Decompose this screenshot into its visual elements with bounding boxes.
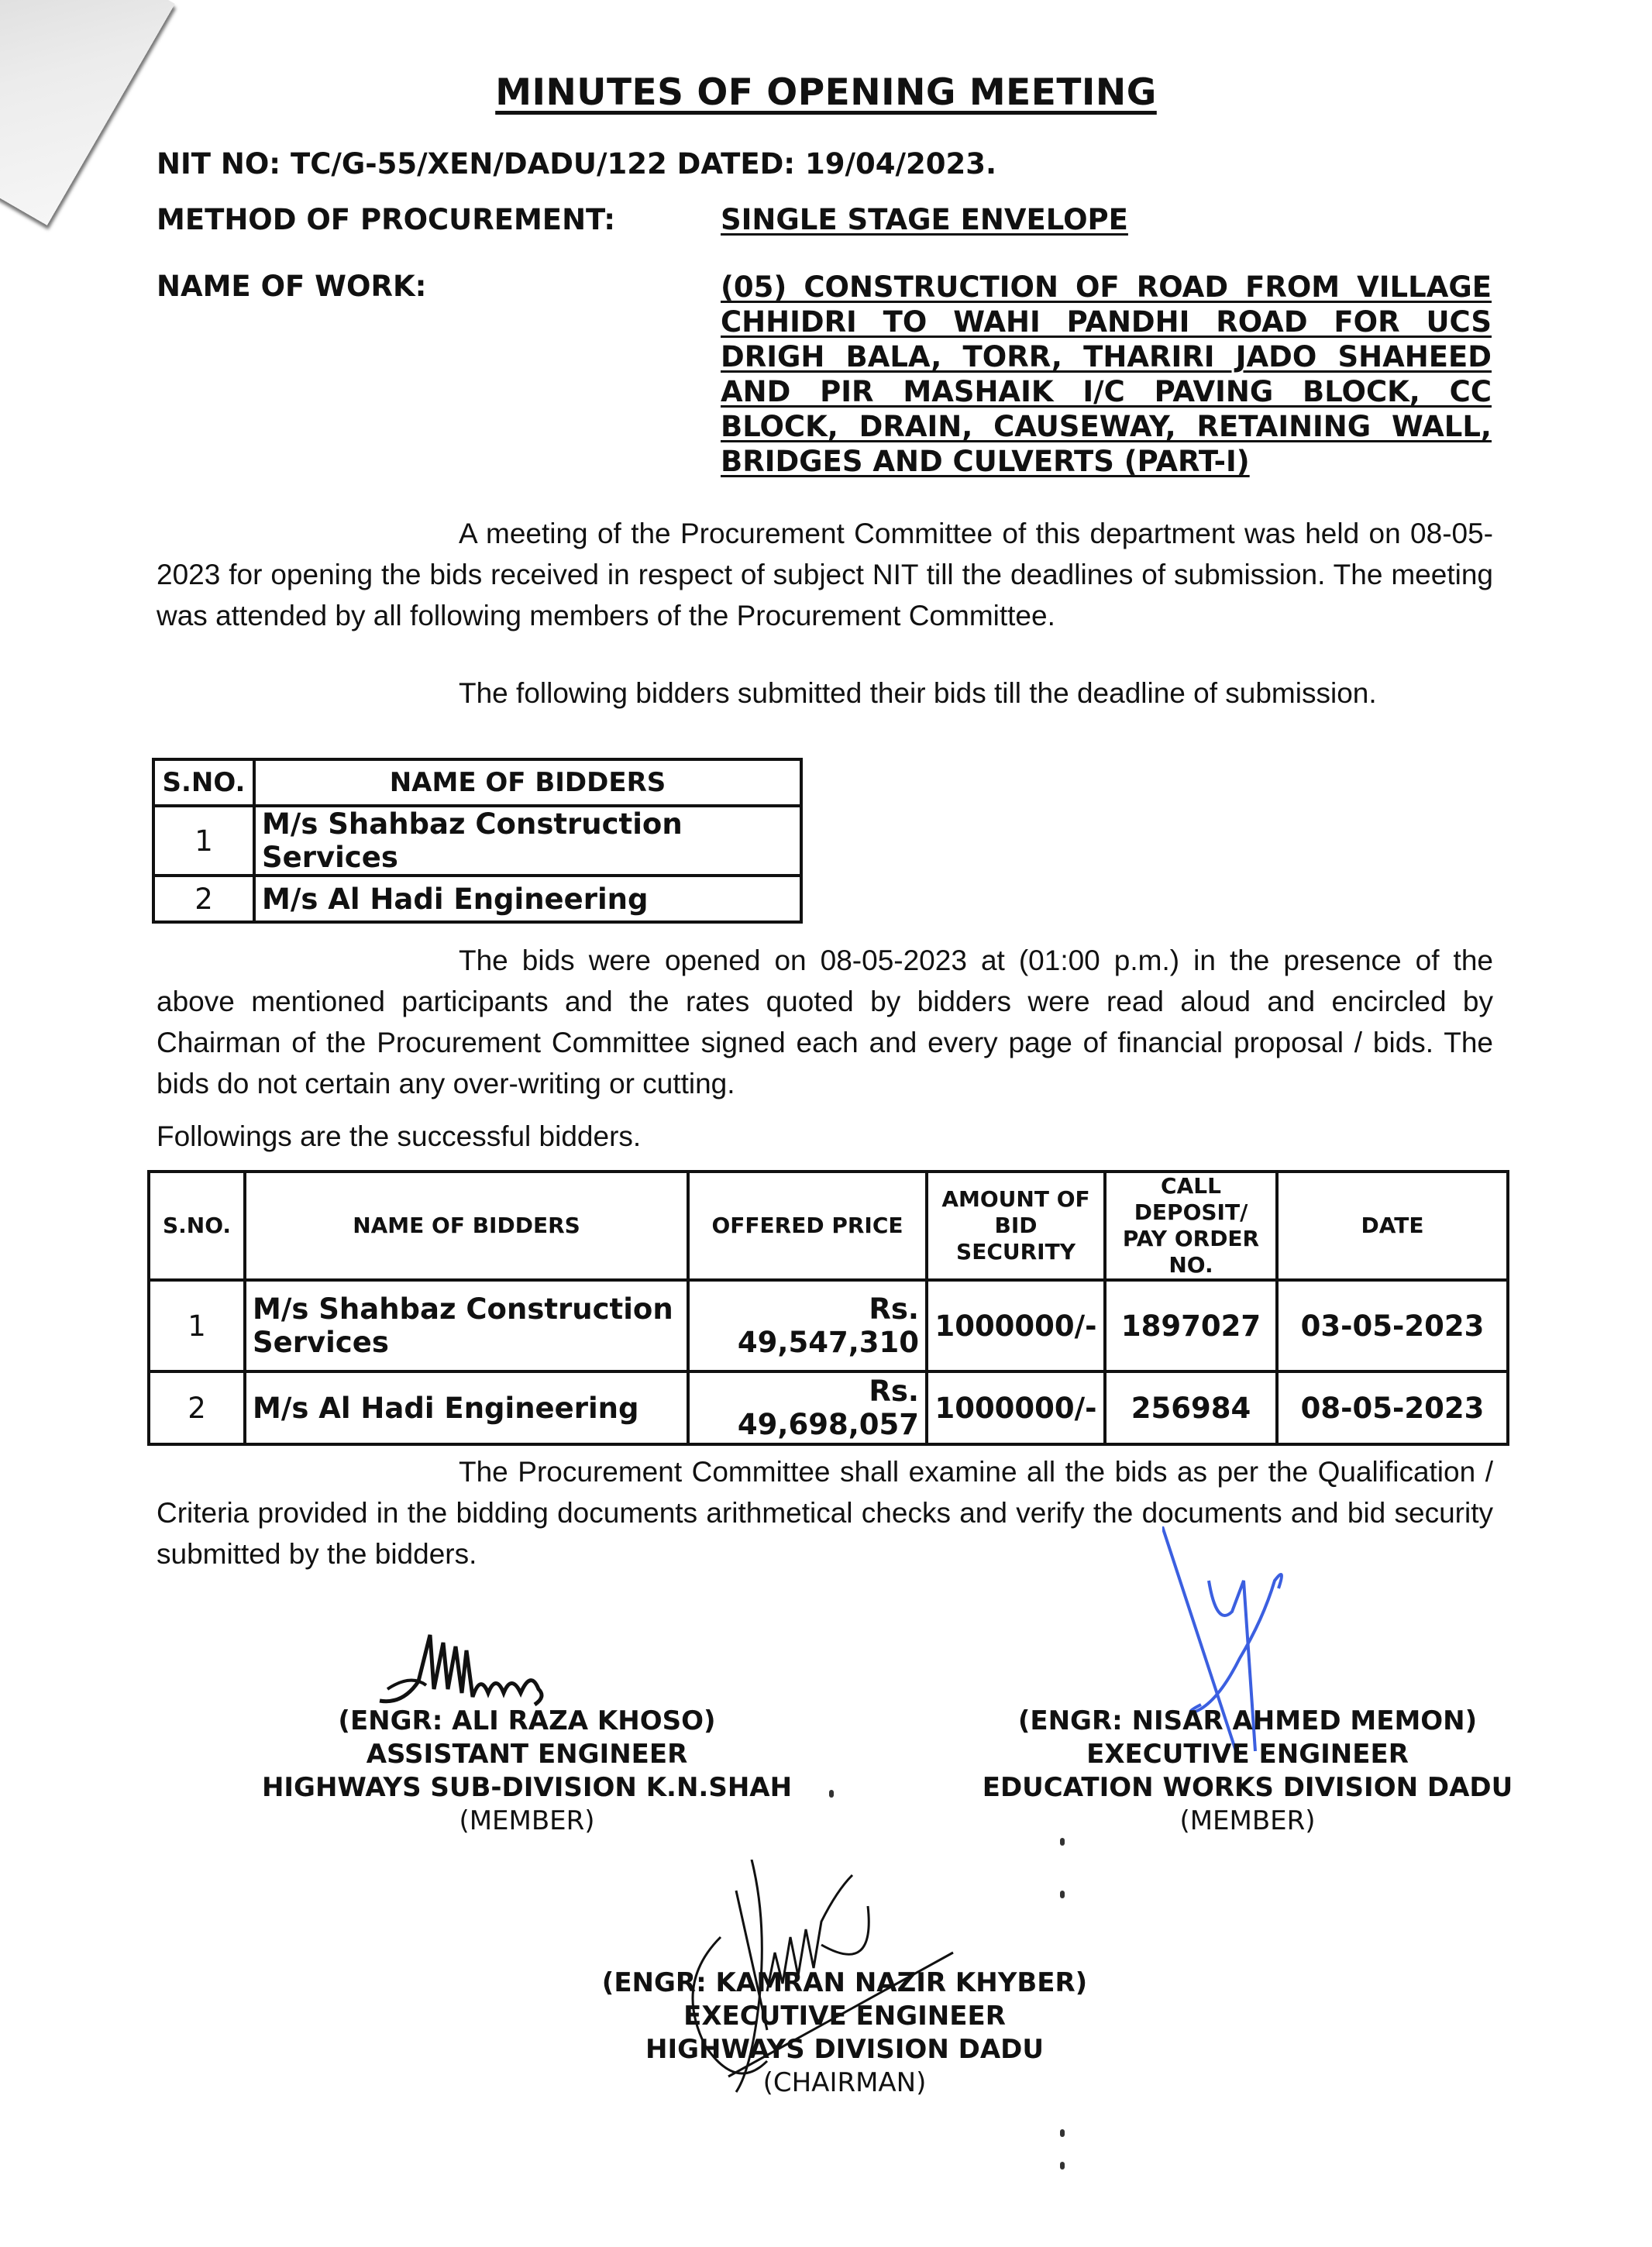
signatory-designation: EXECUTIVE ENGINEER (683, 2001, 1006, 2032)
signatory-name: (ENGR: ALI RAZA KHOSO) (338, 1705, 716, 1736)
signatory-office: HIGHWAYS DIVISION DADU (645, 2034, 1044, 2065)
paragraph-successful-intro: Followings are the successful bidders. (157, 1120, 642, 1152)
signatory-name: (ENGR: KAMRAN NAZIR KHYBER) (601, 1967, 1088, 1998)
header-name: NAME OF BIDDERS (254, 759, 801, 806)
cell-name: M/s Shahbaz Construction Services (254, 806, 801, 876)
signatory-designation: EXECUTIVE ENGINEER (1086, 1739, 1409, 1770)
cell-pay-order: 256984 (1105, 1371, 1277, 1444)
table-header-row (153, 759, 801, 806)
paragraph-meeting: A meeting of the Procurement Committee of this department was held on 08-05-2023 for opening the bids received in respect of subject NIT till the deadlines of submission. The meeting was attended by all following members of the Procurement Committee. (157, 518, 1493, 631)
cell-bid-security: 1000000/- (927, 1280, 1105, 1371)
signatory-role: (MEMBER) (459, 1805, 595, 1836)
cell-sno: 1 (149, 1280, 245, 1371)
nit-line: NIT NO: TC/G-55/XEN/DADU/122 DATED: 19/04/2023. (157, 147, 997, 181)
speck (829, 1790, 834, 1798)
cell-date: 03-05-2023 (1277, 1280, 1508, 1371)
speck (1060, 1891, 1065, 1898)
header-pay-order: CALL DEPOSIT/ PAY ORDER NO. (1105, 1172, 1277, 1280)
work-label: NAME OF WORK: (157, 270, 427, 303)
speck (1060, 1838, 1065, 1846)
paragraph-bidders-intro: The following bidders submitted their bids till the deadline of submission. (459, 677, 1377, 709)
table-row (149, 1280, 1508, 1371)
method-label: METHOD OF PROCUREMENT: (157, 203, 616, 236)
cell-name: M/s Al Hadi Engineering (245, 1371, 688, 1444)
cell-pay-order: 1897027 (1105, 1280, 1277, 1371)
method-value: SINGLE STAGE ENVELOPE (721, 203, 1128, 236)
cell-sno: 2 (149, 1371, 245, 1444)
signatory-block-2 (969, 1705, 1526, 1838)
table-row (153, 806, 801, 876)
header-sno: S.NO. (153, 759, 254, 806)
cell-bid-security: 1000000/- (927, 1371, 1105, 1444)
paragraph-examination: The Procurement Committee shall examine all the bids as per the Qualification / Criteria provided in the bidding documents arithmetical checks and verify the documents and bid security submitted by the bidders. (157, 1456, 1493, 1570)
document-title: MINUTES OF OPENING MEETING (495, 71, 1157, 114)
table-row (149, 1371, 1508, 1444)
cell-offered-price: Rs. 49,698,057 (688, 1371, 927, 1444)
work-value: (05) CONSTRUCTION OF ROAD FROM VILLAGE CHHIDRI TO WAHI PANDHI ROAD FOR UCS DRIGH BALA, TORR, THARIRI JADO SHAHEED AND PIR MASHAIK I/C PAVING BLOCK, CC BLOCK, DRAIN, CAUSEWAY, RETAINING WALL, BRIDGES AND CULVERTS (PART-I) (721, 270, 1492, 478)
signatory-office: EDUCATION WORKS DIVISION DADU (982, 1772, 1513, 1803)
header-bid-security: AMOUNT OF BID SECURITY (927, 1172, 1105, 1280)
cell-date: 08-05-2023 (1277, 1371, 1508, 1444)
signatory-designation: ASSISTANT ENGINEER (366, 1739, 688, 1770)
table-row (153, 876, 801, 922)
speck (1060, 2162, 1065, 2170)
cell-name: M/s Al Hadi Engineering (254, 876, 801, 922)
signatory-block-1 (256, 1705, 798, 1838)
header-sno: S.NO. (149, 1172, 245, 1280)
cell-offered-price: Rs. 49,547,310 (688, 1280, 927, 1371)
signatory-name: (ENGR: NISAR AHMED MEMON) (1017, 1705, 1478, 1736)
speck (1060, 2129, 1065, 2137)
header-offered-price: OFFERED PRICE (688, 1172, 927, 1280)
cell-sno: 2 (153, 876, 254, 922)
signatory-role: (MEMBER) (1179, 1805, 1316, 1836)
signatory-role: (CHAIRMAN) (762, 2067, 927, 2098)
signature-khoso (372, 1627, 651, 1712)
header-name: NAME OF BIDDERS (245, 1172, 688, 1280)
successful-bidders-table (147, 1170, 1509, 1446)
signatory-office: HIGHWAYS SUB-DIVISION K.N.SHAH (261, 1772, 793, 1803)
cell-name: M/s Shahbaz Construction Services (245, 1280, 688, 1371)
paragraph-bid-opening: The bids were opened on 08-05-2023 at (01:00 p.m.) in the presence of the above mentioned participants and the rates quoted by bidders were read aloud and encircled by Chairman of the Procurement Committee signed each and every page of financial proposal / bids. The bids do not certain any over-writing or cutting. (157, 945, 1493, 1099)
signatory-block-3 (542, 1967, 1147, 2100)
header-date: DATE (1277, 1172, 1508, 1280)
bidders-table (152, 758, 803, 924)
table-header-row (149, 1172, 1508, 1280)
cell-sno: 1 (153, 806, 254, 876)
